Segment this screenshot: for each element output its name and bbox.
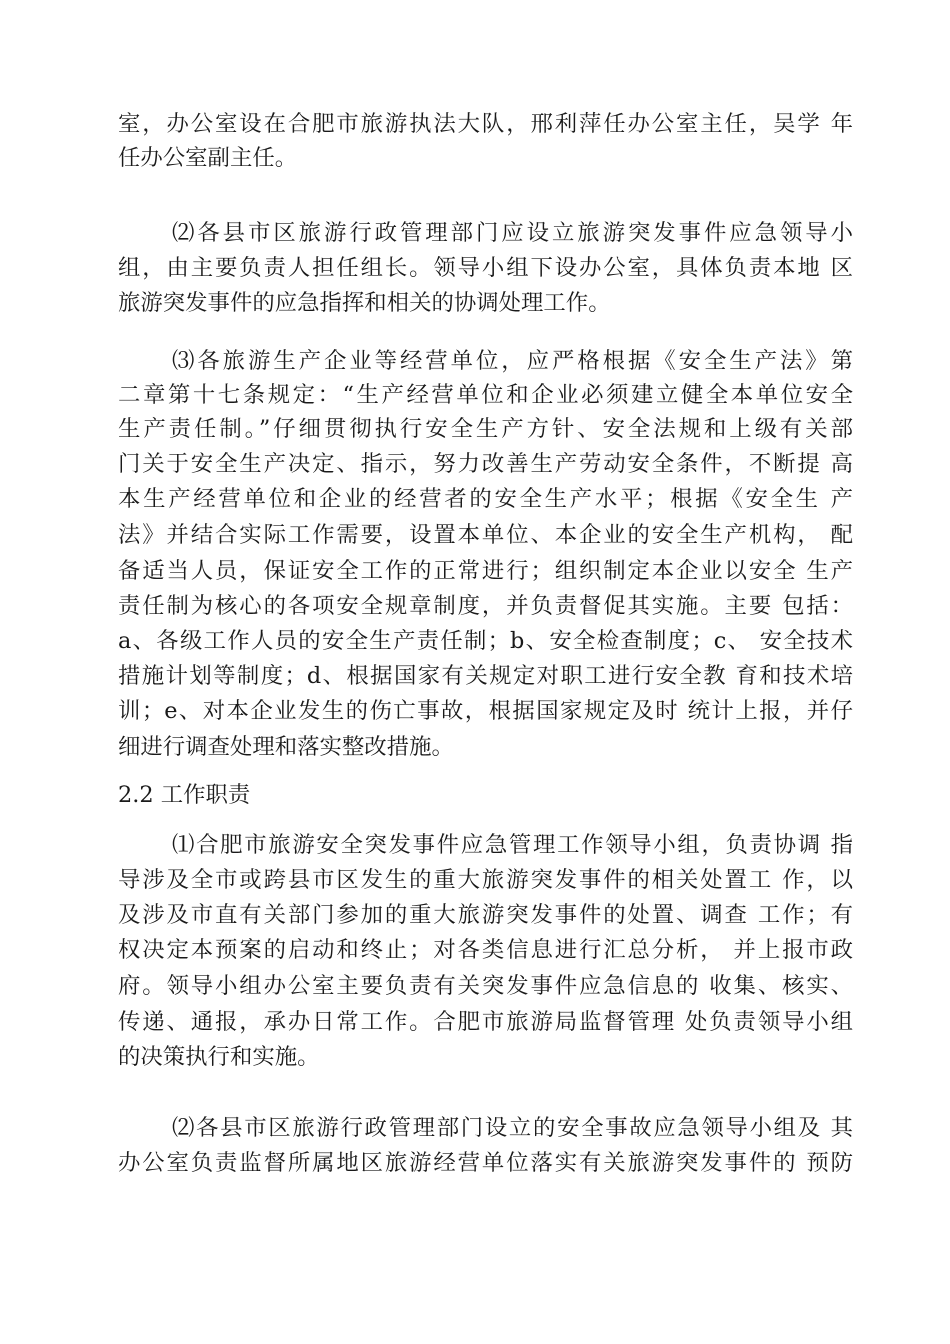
text-line: 2.2 工作职责 [118,782,251,808]
text-line: 训；e、对本企业发生的伤亡事故，根据国家规定及时 统计上报，并仔 [118,698,853,724]
text-line: 传递、通报，承办日常工作。合肥市旅游局监督管理 处负责领导小组 [118,1009,853,1035]
text-line: ⑴合肥市旅游安全突发事件应急管理工作领导小组，负责协调 指 [172,832,853,858]
text-line: 二章第十七条规定：“生产经营单位和企业必须建立健全本单位安全 [118,382,853,408]
text-line: 旅游突发事件的应急指挥和相关的协调处理工作。 [118,290,611,316]
text-line: 备适当人员，保证安全工作的正常进行；组织制定本企业以安全 生产 [118,558,853,584]
text-line: 的决策执行和实施。 [118,1044,320,1070]
text-line: 法》并结合实际工作需要，设置本单位、本企业的安全生产机构， 配 [118,522,853,548]
text-line: 及涉及市直有关部门参加的重大旅游突发事件的处置、调查 工作；有 [118,902,853,928]
text-line: 府。领导小组办公室主要负责有关突发事件应急信息的 收集、核实、 [118,973,853,999]
text-line: 本生产经营单位和企业的经营者的安全生产水平；根据《安全生 产 [118,486,853,512]
text-line: 措施计划等制度；d、根据国家有关规定对职工进行安全教 育和技术培 [118,663,853,689]
text-line: 导涉及全市或跨县市区发生的重大旅游突发事件的相关处置工 作，以 [118,867,853,893]
text-line: 室，办公室设在合肥市旅游执法大队，邢利萍任办公室主任，吴学 年 [118,111,853,137]
text-line: 责任制为核心的各项安全规章制度，并负责督促其实施。主要 包括： [118,593,853,619]
text-line: ⑶各旅游生产企业等经营单位，应严格根据《安全生产法》第 [172,348,853,374]
text-line: 门关于安全生产决定、指示，努力改善生产劳动安全条件，不断提 高 [118,451,853,477]
text-line: a、各级工作人员的安全生产责任制；b、安全检查制度；c、 安全技术 [118,628,853,654]
text-line: 权决定本预案的启动和终止；对各类信息进行汇总分析， 并上报市政 [118,937,853,963]
text-line: 任办公室副主任。 [118,145,298,171]
text-line: 办公室负责监督所属地区旅游经营单位落实有关旅游突发事件的 预防 [118,1150,853,1176]
text-line: ⑵各县市区旅游行政管理部门应设立旅游突发事件应急领导小 [172,220,853,246]
text-line: ⑵各县市区旅游行政管理部门设立的安全事故应急领导小组及 其 [172,1115,853,1141]
text-line: 生产责任制。”仔细贯彻执行安全生产方针、安全法规和上级有关部 [118,416,853,442]
text-line: 组，由主要负责人担任组长。领导小组下设办公室，具体负责本地 区 [118,255,853,281]
text-line: 细进行调查处理和落实整改措施。 [118,734,454,760]
